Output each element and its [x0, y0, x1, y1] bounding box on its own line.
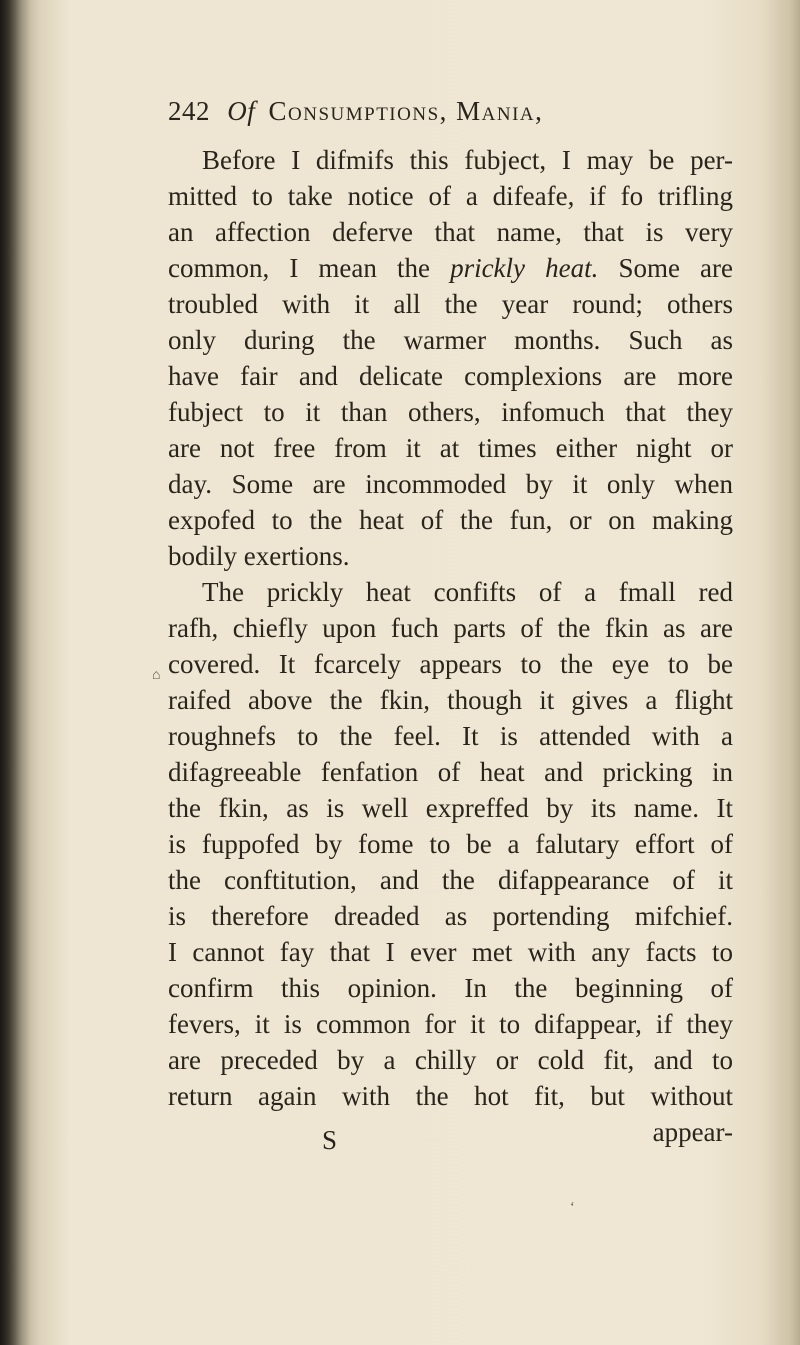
header-of: Of [227, 96, 256, 126]
text-line: rafh, chiefly upon fuch parts of the fkin as are [168, 613, 733, 643]
text-span: Some are [598, 253, 734, 283]
text-line: difagreeable fenfation of heat and pricking in [168, 757, 733, 787]
margin-mark: ⌂ [152, 668, 161, 683]
text-line: an affection deferve that name, that is very [168, 217, 733, 247]
text-line: roughnefs to the feel. It is attended with a [168, 721, 733, 751]
signature-mark: S [322, 1125, 338, 1155]
text-line: confirm this opinion. In the beginning of [168, 973, 733, 1003]
text-line: have fair and delicate complexions are more [168, 361, 733, 391]
text-line: fevers, it is common for it to difappear, if they [168, 1009, 733, 1039]
text-line: I cannot fay that I ever met with any facts to [168, 937, 733, 967]
italic-term: prickly heat. [450, 253, 599, 283]
running-header [168, 96, 543, 127]
text-line: the conftitution, and the difappearance of it [168, 865, 733, 895]
text-line: return again with the hot fit, but without [168, 1081, 733, 1111]
text-line: mitted to take notice of a difeafe, if fo trifling [168, 181, 733, 211]
text-line: raifed above the fkin, though it gives a flight [168, 685, 733, 715]
text-line: covered. It fcarcely appears to the eye to be [168, 649, 733, 679]
text-span: common, I mean the [168, 253, 451, 283]
text-line: is fuppofed by fome to be a falutary effort of [168, 829, 733, 859]
text-line: day. Some are incommoded by it only when [168, 469, 733, 499]
text-line: bodily exertions. [168, 541, 350, 571]
text-line: fubject to it than others, infomuch that they [168, 397, 733, 427]
page-gutter-shadow [0, 0, 30, 1345]
header-title: Consumptions, Mania, [268, 96, 544, 126]
text-line: The prickly heat confifts of a fmall red [202, 577, 733, 607]
text-line: are not free from it at times either night or [168, 433, 733, 463]
page-number: 242 [168, 96, 210, 126]
text-line: only during the warmer months. Such as [168, 325, 733, 355]
text-line [168, 250, 733, 286]
speck-mark: ‘ [570, 1200, 575, 1215]
text-line: are preceded by a chilly or cold fit, and to [168, 1045, 733, 1075]
text-line: the fkin, as is well expreffed by its name. It [168, 793, 733, 823]
body-text [168, 142, 733, 1150]
text-line: troubled with it all the year round; others [168, 289, 733, 319]
text-line: Before I difmifs this fubject, I may be per- [202, 145, 733, 175]
text-line: appear- [652, 1117, 733, 1147]
text-line: expofed to the heat of the fun, or on making [168, 505, 733, 535]
text-line: is therefore dreaded as portending mifchief. [168, 901, 733, 931]
